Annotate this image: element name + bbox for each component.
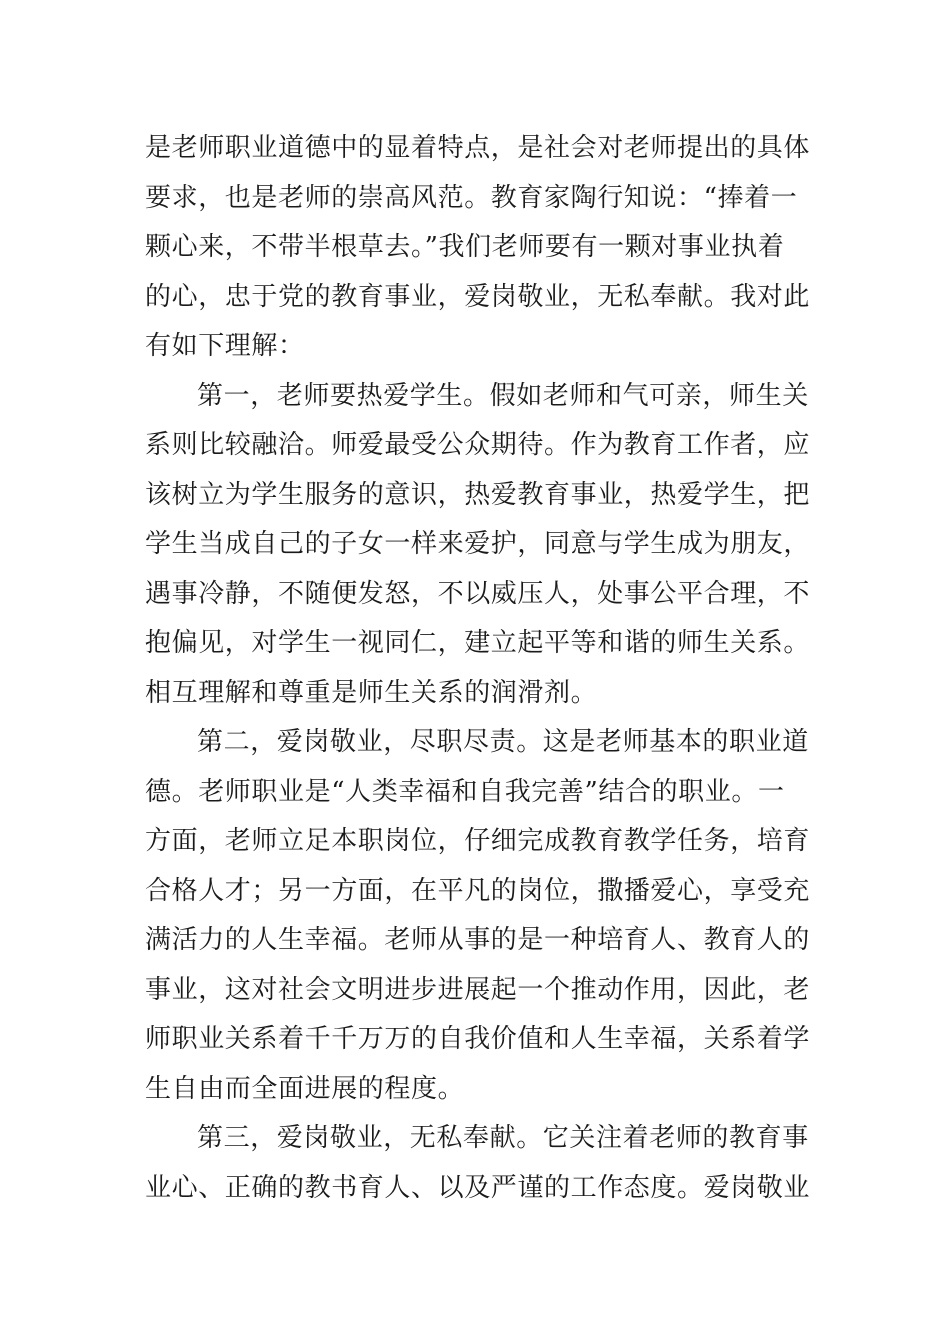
text-line: 学生当成自己的子女一样来爱护，同意与学生成为朋友， <box>145 529 811 559</box>
text-line: 相互理解和尊重是师生关系的润滑剂。 <box>145 677 598 708</box>
text-line: 事业，这对社会文明进步进展起一个推动作用，因此，老 <box>145 974 811 1005</box>
text-line: 合格人才；另一方面，在平凡的岗位，撒播爱心，享受充 <box>145 875 811 906</box>
paragraph-first-line: 第一，老师要热爱学生。假如老师和气可亲，师生关 <box>197 380 809 411</box>
body-text <box>145 124 811 1213</box>
text-line: 是老师职业道德中的显着特点，是社会对老师提出的具体 <box>145 133 811 163</box>
text-line: 方面，老师立足本职岗位，仔细完成教育教学任务，培育 <box>145 826 811 856</box>
text-line: 有如下理解： <box>145 331 305 361</box>
text-line: 颗心来，不带半根草去。”我们老师要有一颗对事业执着 <box>145 232 785 262</box>
text-line: 要求，也是老师的崇高风范。教育家陶行知说：“捧着一 <box>145 182 798 213</box>
text-line: 业心、正确的教书育人、以及严谨的工作态度。爱岗敬业 <box>145 1172 811 1203</box>
text-line: 德。老师职业是“人类幸福和自我完善”结合的职业。一 <box>145 776 785 807</box>
text-line: 该树立为学生服务的意识，热爱教育事业，热爱学生，把 <box>145 479 811 510</box>
text-line: 满活力的人生幸福。老师从事的是一种培育人、教育人的 <box>145 925 811 955</box>
text-line: 系则比较融洽。师爱最受公众期待。作为教育工作者，应 <box>145 430 811 460</box>
text-line: 师职业关系着千千万万的自我价值和人生幸福，关系着学 <box>145 1024 811 1054</box>
text-line: 生自由而全面进展的程度。 <box>145 1073 465 1104</box>
text-line: 的心，忠于党的教育事业，爱岗敬业，无私奉献。我对此 <box>145 281 811 312</box>
text-line: 遇事冷静，不随便发怒，不以威压人，处事公平合理，不 <box>145 578 811 609</box>
paragraph-first-line: 第二，爱岗敬业，尽职尽责。这是老师基本的职业道 <box>197 727 809 757</box>
text-line: 抱偏见，对学生一视同仁，建立起平等和谐的师生关系。 <box>145 628 811 658</box>
paragraph-first-line: 第三，爱岗敬业，无私奉献。它关注着老师的教育事 <box>197 1123 809 1153</box>
